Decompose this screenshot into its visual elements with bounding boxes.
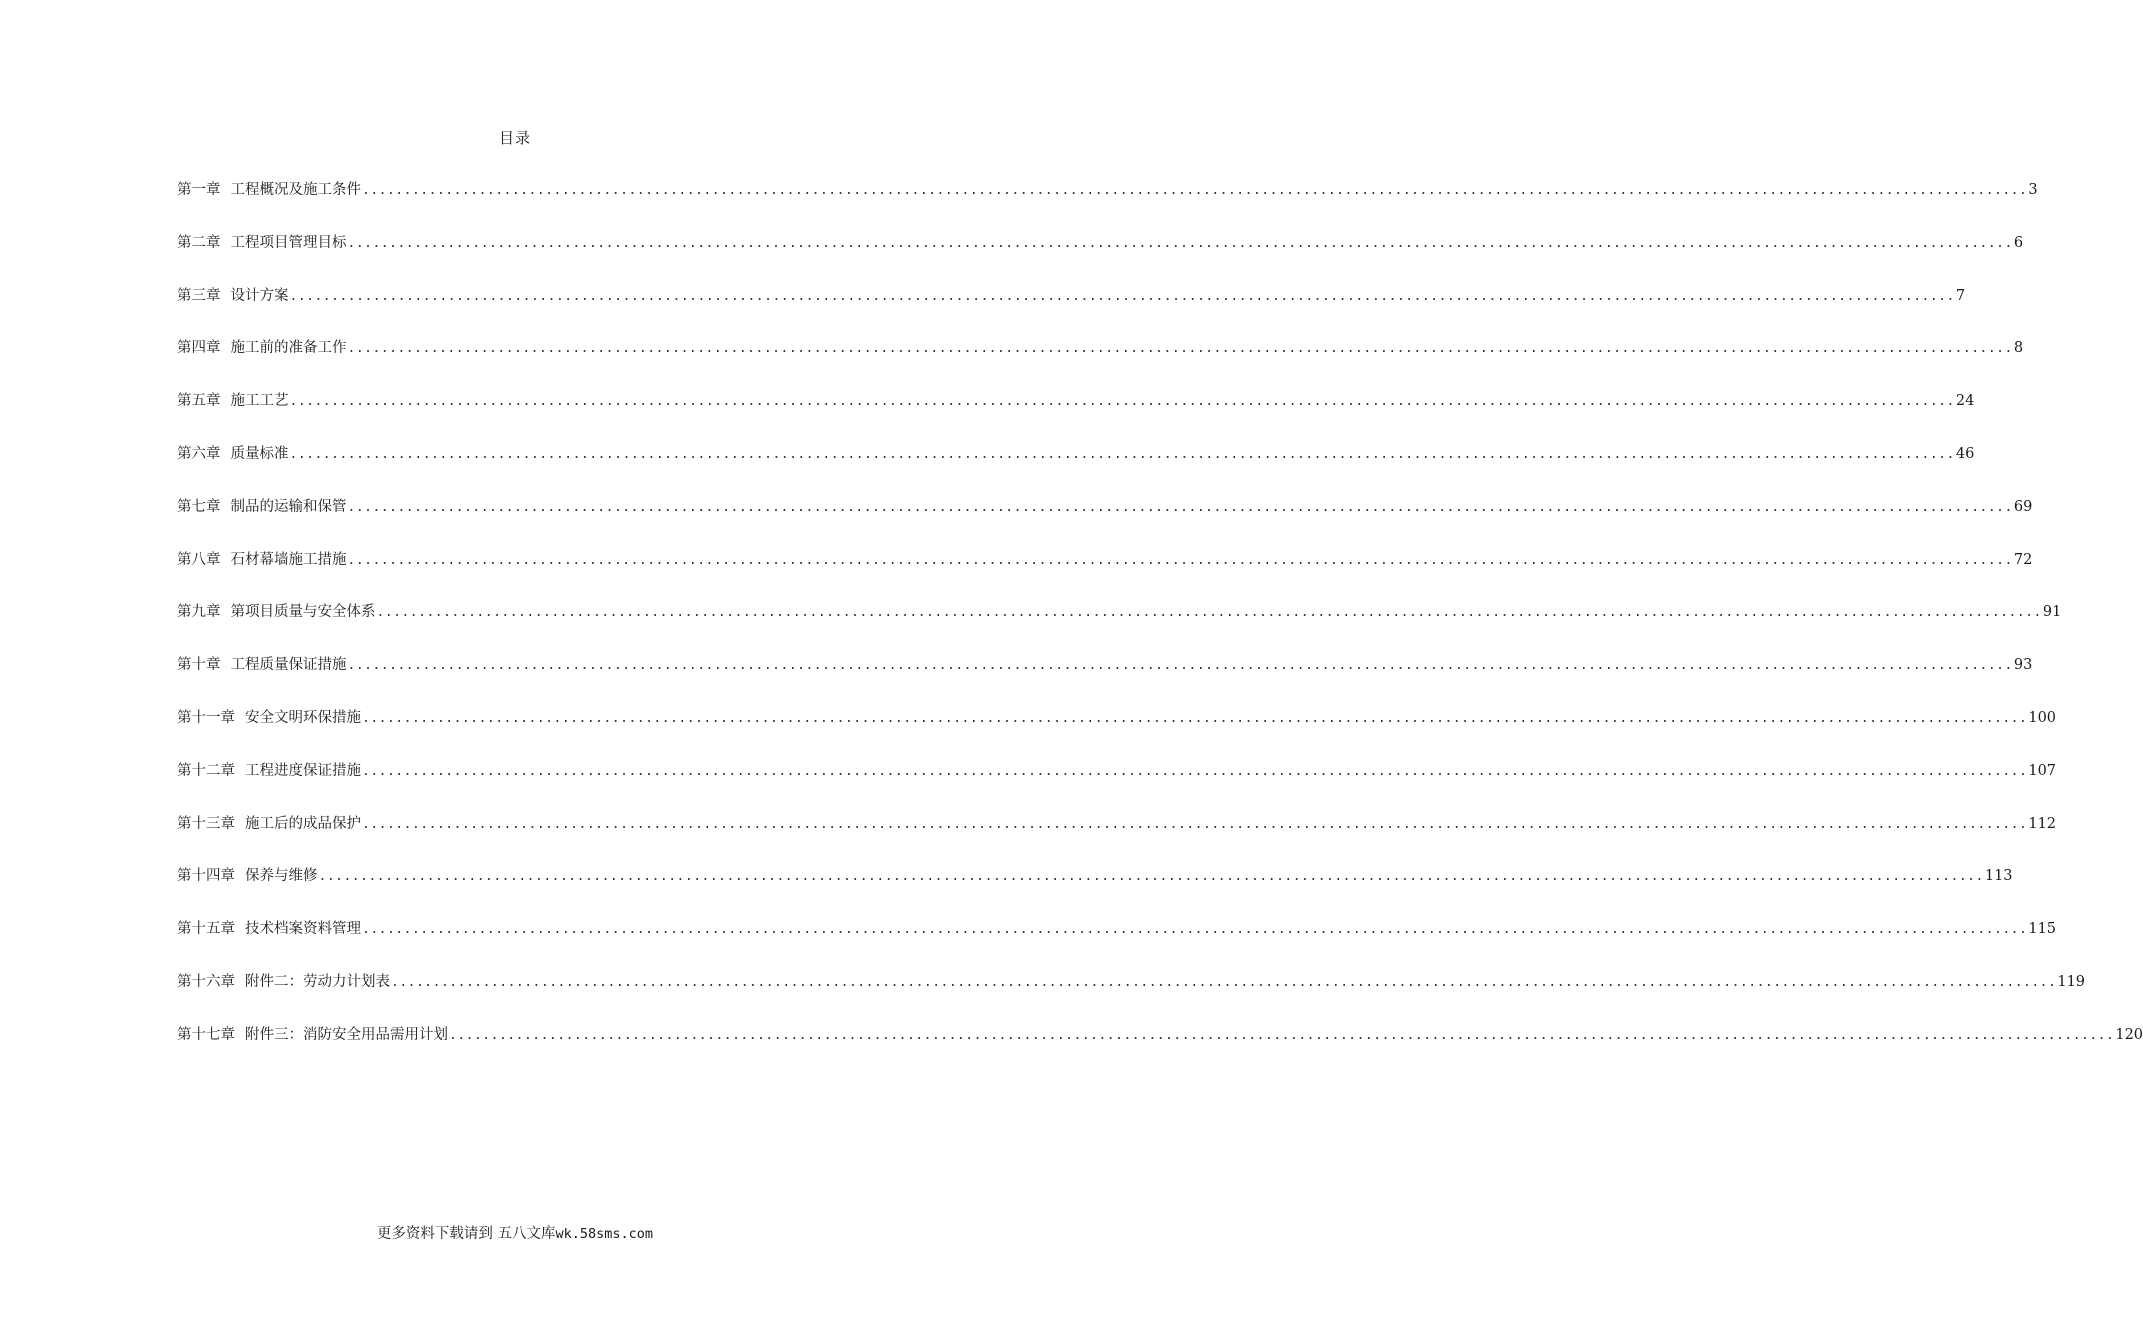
toc-entry[interactable]	[177, 495, 2033, 548]
toc-heading: 附件三：消防安全用品需用计划	[245, 1026, 448, 1043]
footer	[0, 1222, 1030, 1243]
toc-page-number: 91	[2042, 604, 2062, 621]
toc-dot-leader: ........................................................................................................................................................................................................	[362, 922, 2028, 938]
toc-chapter-number: 第十五章	[177, 921, 235, 938]
toc-chapter-number: 第八章	[177, 551, 221, 568]
toc-page-number: 69	[2013, 498, 2033, 515]
toc-page-number: 112	[2028, 815, 2057, 832]
toc-dot-leader: ........................................................................................................................................................................................................	[289, 288, 1955, 304]
toc-entry[interactable]	[177, 864, 2013, 917]
toc-dot-leader: ........................................................................................................................................................................................................	[347, 552, 2013, 568]
toc-heading: 技术档案资料管理	[245, 921, 361, 938]
toc-chapter-number: 第十四章	[177, 868, 235, 885]
toc-entry[interactable]	[177, 389, 1975, 442]
toc-page-number: 115	[2028, 921, 2057, 938]
toc-dot-leader: ........................................................................................................................................................................................................	[289, 446, 1955, 462]
toc-heading: 工程项目管理目标	[230, 234, 347, 251]
toc-entry[interactable]	[177, 1023, 2143, 1076]
toc-page-number: 119	[2057, 973, 2086, 990]
toc-chapter-number: 第二章	[177, 234, 221, 251]
toc-chapter-number: 第七章	[177, 498, 221, 515]
toc-entry[interactable]	[177, 812, 2057, 865]
toc-dot-leader: ........................................................................................................................................................................................................	[347, 499, 2013, 515]
toc-entry[interactable]	[177, 600, 2062, 653]
toc-entry[interactable]	[177, 178, 2038, 231]
toc-page-number: 3	[2028, 182, 2038, 198]
toc-page-number: 7	[1955, 287, 1966, 304]
toc-entry[interactable]	[177, 284, 1966, 337]
toc-heading: 质量标准	[230, 445, 289, 462]
toc-page-number: 113	[1984, 868, 2013, 885]
toc-heading: 制品的运输和保管	[230, 498, 347, 515]
toc-chapter-number: 第九章	[177, 604, 221, 621]
toc-dot-leader: ........................................................................................................................................................................................................	[376, 605, 2042, 621]
toc-page-number: 93	[2013, 657, 2033, 674]
toc-heading: 施工工艺	[230, 393, 289, 410]
toc-heading: 工程质量保证措施	[230, 657, 347, 674]
toc-entry[interactable]	[177, 231, 2024, 284]
toc-dot-leader: ........................................................................................................................................................................................................	[347, 658, 2013, 674]
toc-entry[interactable]	[177, 970, 2086, 1023]
toc-heading: 工程进度保证措施	[245, 762, 361, 779]
toc-entry[interactable]	[177, 548, 2033, 601]
toc-entry[interactable]	[177, 706, 2057, 759]
toc-chapter-number: 第十七章	[177, 1026, 235, 1043]
toc-heading: 保养与维修	[245, 868, 318, 885]
toc-heading: 附件二：劳动力计划表	[245, 973, 390, 990]
toc-entry[interactable]	[177, 336, 2024, 389]
toc-page-number: 24	[1955, 393, 1975, 410]
toc-heading: 安全文明环保措施	[245, 709, 361, 726]
toc-chapter-number: 第四章	[177, 340, 221, 357]
toc-chapter-number: 第六章	[177, 445, 221, 462]
toc-dot-leader: ........................................................................................................................................................................................................	[318, 869, 1984, 885]
toc-chapter-number: 第一章	[177, 182, 221, 198]
toc-heading: 施工前的准备工作	[230, 340, 347, 357]
toc-chapter-number: 第三章	[177, 287, 221, 304]
toc-dot-leader: ........................................................................................................................................................................................................	[347, 235, 2013, 251]
toc-dot-leader: ........................................................................................................................................................................................................	[449, 1027, 2115, 1043]
toc-chapter-number: 第十二章	[177, 762, 235, 779]
toc-entry[interactable]	[177, 917, 2057, 970]
table-of-contents	[177, 178, 2143, 1076]
toc-entry[interactable]	[177, 653, 2033, 706]
toc-page-number: 6	[2013, 234, 2024, 251]
toc-page-number: 120	[2115, 1026, 2143, 1043]
toc-dot-leader: ........................................................................................................................................................................................................	[347, 341, 2013, 357]
toc-chapter-number: 第五章	[177, 393, 221, 410]
toc-heading: 第项目质量与安全体系	[230, 604, 376, 621]
toc-title: 目录	[498, 129, 531, 147]
toc-dot-leader: ........................................................................................................................................................................................................	[362, 763, 2028, 779]
toc-dot-leader: ........................................................................................................................................................................................................	[362, 183, 2028, 198]
toc-page-number: 46	[1955, 445, 1975, 462]
toc-dot-leader: ........................................................................................................................................................................................................	[391, 974, 2057, 990]
toc-heading: 施工后的成品保护	[245, 815, 361, 832]
toc-heading: 工程概况及施工条件	[230, 182, 361, 198]
toc-chapter-number: 第十三章	[177, 815, 235, 832]
footer-url[interactable]: wk.58sms.com	[555, 1226, 654, 1242]
toc-chapter-number: 第十章	[177, 657, 221, 674]
toc-chapter-number: 第十六章	[177, 973, 235, 990]
toc-heading: 石材幕墙施工措施	[230, 551, 347, 568]
toc-page-number: 100	[2028, 709, 2057, 726]
footer-text: 更多资料下载请到 五八文库	[376, 1226, 556, 1242]
toc-page-number: 72	[2013, 551, 2033, 568]
toc-dot-leader: ........................................................................................................................................................................................................	[362, 710, 2028, 726]
toc-chapter-number: 第十一章	[177, 709, 235, 726]
toc-entry[interactable]	[177, 442, 1975, 495]
toc-entry[interactable]	[177, 759, 2057, 812]
toc-heading: 设计方案	[230, 287, 289, 304]
toc-dot-leader: ........................................................................................................................................................................................................	[289, 394, 1955, 410]
toc-dot-leader: ........................................................................................................................................................................................................	[362, 816, 2028, 832]
toc-page-number: 107	[2028, 762, 2057, 779]
toc-page-number: 8	[2013, 340, 2024, 357]
